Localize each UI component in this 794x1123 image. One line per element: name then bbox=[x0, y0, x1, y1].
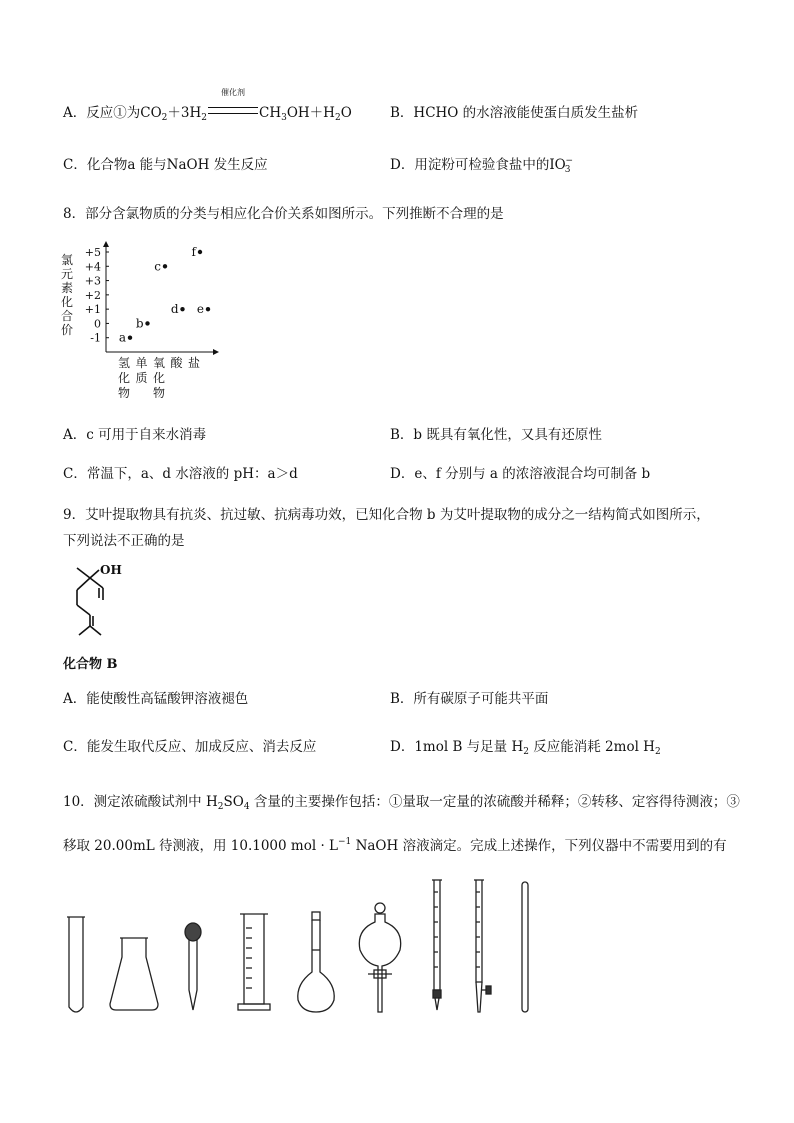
data-point-a bbox=[128, 336, 132, 340]
y-tick-label: +4 bbox=[84, 260, 101, 274]
data-point-label: c bbox=[154, 259, 161, 274]
q8-option-d: D．e、f 分别与 a 的浓溶液混合均可制备 b bbox=[390, 466, 651, 482]
data-point-label: e bbox=[196, 302, 204, 317]
q8-option-a: A．c 可用于自来水消毒 bbox=[63, 427, 207, 443]
y-tick-label: +3 bbox=[84, 274, 101, 288]
catalyst-label: 催化剂 bbox=[221, 88, 245, 97]
y-axis-label-char: 元 bbox=[60, 267, 74, 281]
data-point-label: b bbox=[135, 316, 144, 331]
x-category-label bbox=[118, 356, 130, 400]
y-axis-label-char: 价 bbox=[60, 323, 74, 337]
q9-option-d: D．1mol B 与足量 $H_2$ 反应能消耗 2mol $H_2$ bbox=[390, 739, 661, 757]
separatory-funnel-icon bbox=[359, 903, 400, 1012]
svg-text:化: 化 bbox=[117, 371, 131, 385]
dropper-icon bbox=[185, 923, 201, 1010]
test-tube-icon bbox=[67, 917, 85, 1012]
data-point-b bbox=[145, 321, 149, 325]
q10-stem-line2: 移取 20.00mL 待测液，用 10.1000 mol · $L^{-1}$ NaOH 溶液滴定。完成上述操作，下列仪器中不需要用到的有 bbox=[63, 837, 727, 854]
data-point-label: d bbox=[170, 302, 179, 317]
data-point-label: a bbox=[118, 330, 126, 345]
y-tick-label: +5 bbox=[84, 246, 101, 259]
conical-flask-icon bbox=[110, 938, 158, 1010]
q9-option-b: B．所有碳原子可能共平面 bbox=[390, 691, 549, 707]
q8-stem: 8．部分含氯物质的分类与相应化合价关系如图所示。下列推断不合理的是 bbox=[63, 206, 504, 222]
y-axis-label-char: 化 bbox=[60, 295, 74, 309]
svg-text:氧: 氧 bbox=[152, 356, 166, 370]
q9-option-c: C．能发生取代反应、加成反应、消去反应 bbox=[63, 739, 317, 755]
lab-glassware-row bbox=[60, 872, 540, 1022]
x-category-label bbox=[135, 356, 147, 385]
compound-b-label: 化合物 B bbox=[63, 657, 118, 672]
q7-option-a: A．反应①为$CO_2+3H_2$ 催化剂 $CH_3OH+H_2O$ bbox=[63, 88, 352, 123]
q7-option-c: C．化合物a 能与NaOH 发生反应 bbox=[63, 157, 268, 173]
q8-option-c: C．常温下，a、d 水溶液的 pH：a＞d bbox=[63, 466, 298, 482]
oh-label: OH bbox=[100, 563, 122, 577]
glass-rod-icon bbox=[522, 882, 528, 1012]
y-axis-label-char: 素 bbox=[60, 281, 74, 295]
q9-stem-line2: 下列说法不正确的是 bbox=[63, 533, 185, 549]
y-tick-label: 0 bbox=[94, 317, 101, 331]
svg-text:物: 物 bbox=[117, 386, 131, 400]
data-point-d bbox=[180, 307, 184, 311]
x-category-label bbox=[153, 356, 165, 400]
data-point-f bbox=[198, 250, 202, 254]
q7-option-b: B．HCHO 的水溶液能使蛋白质发生盐析 bbox=[390, 105, 639, 121]
x-category-label bbox=[188, 355, 200, 370]
y-tick-label: +1 bbox=[84, 303, 101, 317]
svg-text:盐: 盐 bbox=[187, 356, 201, 370]
y-tick-label: +2 bbox=[84, 288, 101, 302]
svg-text:物: 物 bbox=[152, 386, 166, 400]
graduated-cylinder-icon bbox=[238, 914, 270, 1010]
q9-stem-line1: 9．艾叶提取物具有抗炎、抗过敏、抗病毒功效，已知化合物 b 为艾叶提取物的成分之一结构简式如图所示， bbox=[63, 507, 710, 523]
svg-text:氢: 氢 bbox=[117, 356, 131, 370]
acid-burette-icon bbox=[432, 880, 442, 1010]
q9-option-a: A．能使酸性高锰酸钾溶液褪色 bbox=[63, 691, 249, 707]
y-axis-label-char: 氯 bbox=[60, 253, 74, 267]
data-point-c bbox=[163, 264, 167, 268]
svg-text:质: 质 bbox=[135, 371, 148, 385]
q8-chart bbox=[58, 238, 228, 403]
data-point-label: f bbox=[191, 245, 196, 259]
svg-text:酸: 酸 bbox=[170, 356, 183, 370]
base-burette-icon bbox=[474, 880, 491, 1012]
y-axis-label-char: 合 bbox=[60, 309, 74, 323]
y-tick-label: -1 bbox=[90, 331, 101, 345]
data-point-e bbox=[206, 307, 210, 311]
compound-b-structure bbox=[63, 560, 143, 645]
y-axis-label bbox=[61, 253, 73, 337]
svg-text:单: 单 bbox=[135, 356, 148, 370]
volumetric-flask-icon bbox=[298, 912, 334, 1012]
q10-stem-line1: 10．测定浓硫酸试剂中 $H_2SO_4$ 含量的主要操作包括：①量取一定量的浓硫酸并稀释；②转移、定容得待测液；③ bbox=[63, 794, 740, 812]
q7-option-d: D．用淀粉可检验食盐中的$IO_3^-$ bbox=[390, 156, 574, 175]
q8-option-b: B．b 既具有氧化性，又具有还原性 bbox=[390, 427, 602, 443]
svg-text:化: 化 bbox=[152, 371, 166, 385]
x-category-label bbox=[170, 356, 183, 370]
